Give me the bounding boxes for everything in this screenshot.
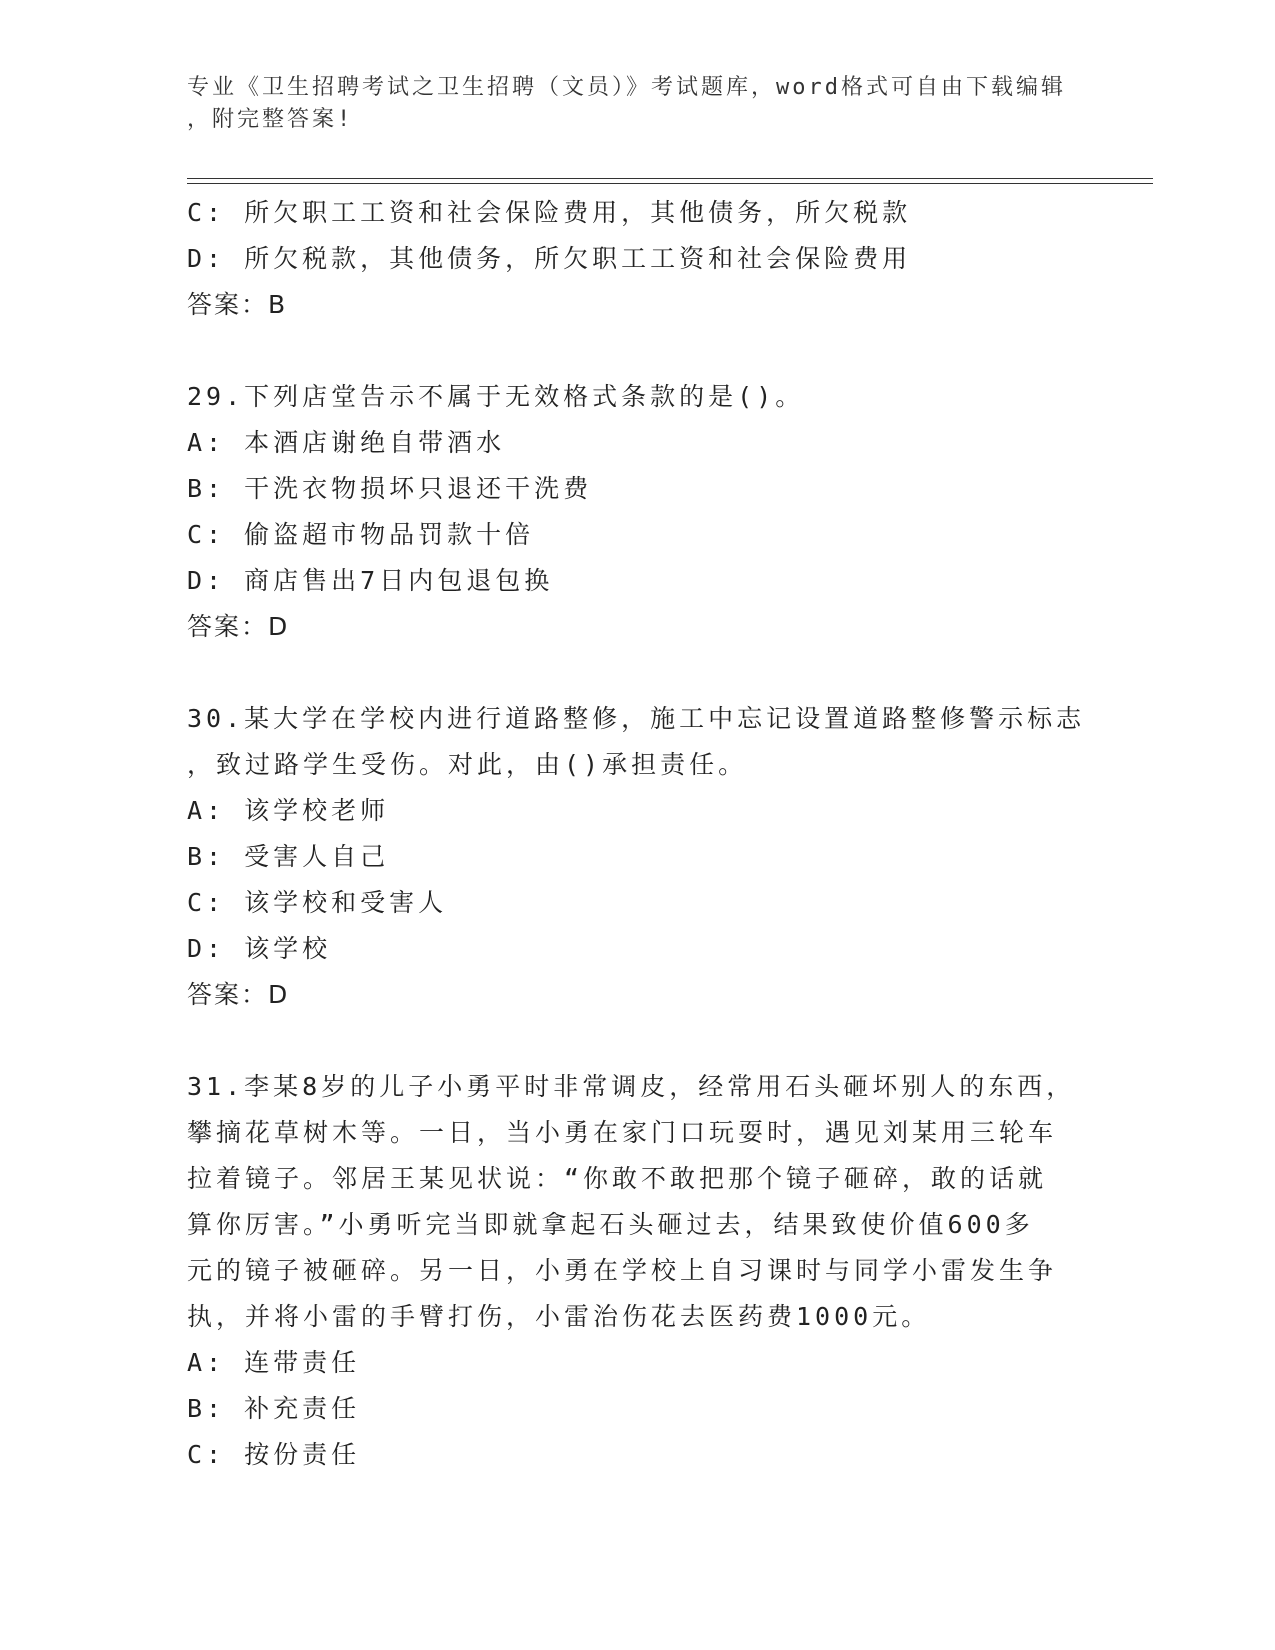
question-30: [187, 696, 1087, 1018]
spacer: [187, 1018, 1087, 1064]
option-c: C: 按份责任: [187, 1440, 361, 1469]
header-line-2: ，附完整答案!: [187, 107, 354, 132]
question-29: [187, 374, 1087, 650]
question-stem: 31.李某8岁的儿子小勇平时非常调皮，经常用石头砸坏别人的东西，: [187, 1072, 1076, 1101]
option-c: C: 偷盗超市物品罚款十倍: [187, 520, 535, 549]
question-stem: 执，并将小雷的手臂打伤，小雷治伤花去医药费1000元。: [187, 1302, 931, 1331]
spacer: [187, 650, 1087, 696]
question-stem: 30.某大学在学校内进行道路整修，施工中忘记设置道路整修警示标志: [187, 704, 1086, 733]
answer-line: 答案：D: [187, 980, 290, 1009]
document-header: [187, 72, 1087, 136]
question-stem: 29.下列店堂告示不属于无效格式条款的是()。: [187, 382, 805, 411]
question-stem: 攀摘花草树木等。一日，当小勇在家门口玩耍时，遇见刘某用三轮车: [187, 1118, 1058, 1147]
answer-line: 答案：B: [187, 290, 288, 319]
option-a: A: 本酒店谢绝自带酒水: [187, 428, 506, 457]
question-28: [187, 190, 1087, 328]
option-d: D: 该学校: [187, 934, 332, 963]
option-b: B: 补充责任: [187, 1394, 361, 1423]
option-b: B: 干洗衣物损坏只退还干洗费: [187, 474, 593, 503]
option-a: A: 该学校老师: [187, 796, 390, 825]
header-line-1: 专业《卫生招聘考试之卫生招聘（文员）》考试题库，word格式可自由下载编辑: [187, 75, 1066, 100]
question-stem: 元的镜子被砸碎。另一日，小勇在学校上自习课时与同学小雷发生争: [187, 1256, 1058, 1285]
header-divider-top: [187, 178, 1153, 179]
header-divider-bottom: [187, 183, 1153, 184]
option-b: B: 受害人自己: [187, 842, 390, 871]
option-c: C: 该学校和受害人: [187, 888, 448, 917]
option-a: A: 连带责任: [187, 1348, 361, 1377]
option-c: C: 所欠职工工资和社会保险费用，其他债务，所欠税款: [187, 198, 912, 227]
question-stem: 算你厉害。”小勇听完当即就拿起石头砸过去，结果致使价值600多: [187, 1210, 1034, 1239]
question-stem: ，致过路学生受伤。对此，由()承担责任。: [187, 750, 748, 779]
spacer: [187, 328, 1087, 374]
question-list: [187, 190, 1087, 1478]
question-31: [187, 1064, 1087, 1478]
option-d: D: 所欠税款，其他债务，所欠职工工资和社会保险费用: [187, 244, 912, 273]
question-stem: 拉着镜子。邻居王某见状说：“你敢不敢把那个镜子砸碎，敢的话就: [187, 1164, 1048, 1193]
option-d: D: 商店售出7日内包退包换: [187, 566, 554, 595]
answer-line: 答案：D: [187, 612, 290, 641]
